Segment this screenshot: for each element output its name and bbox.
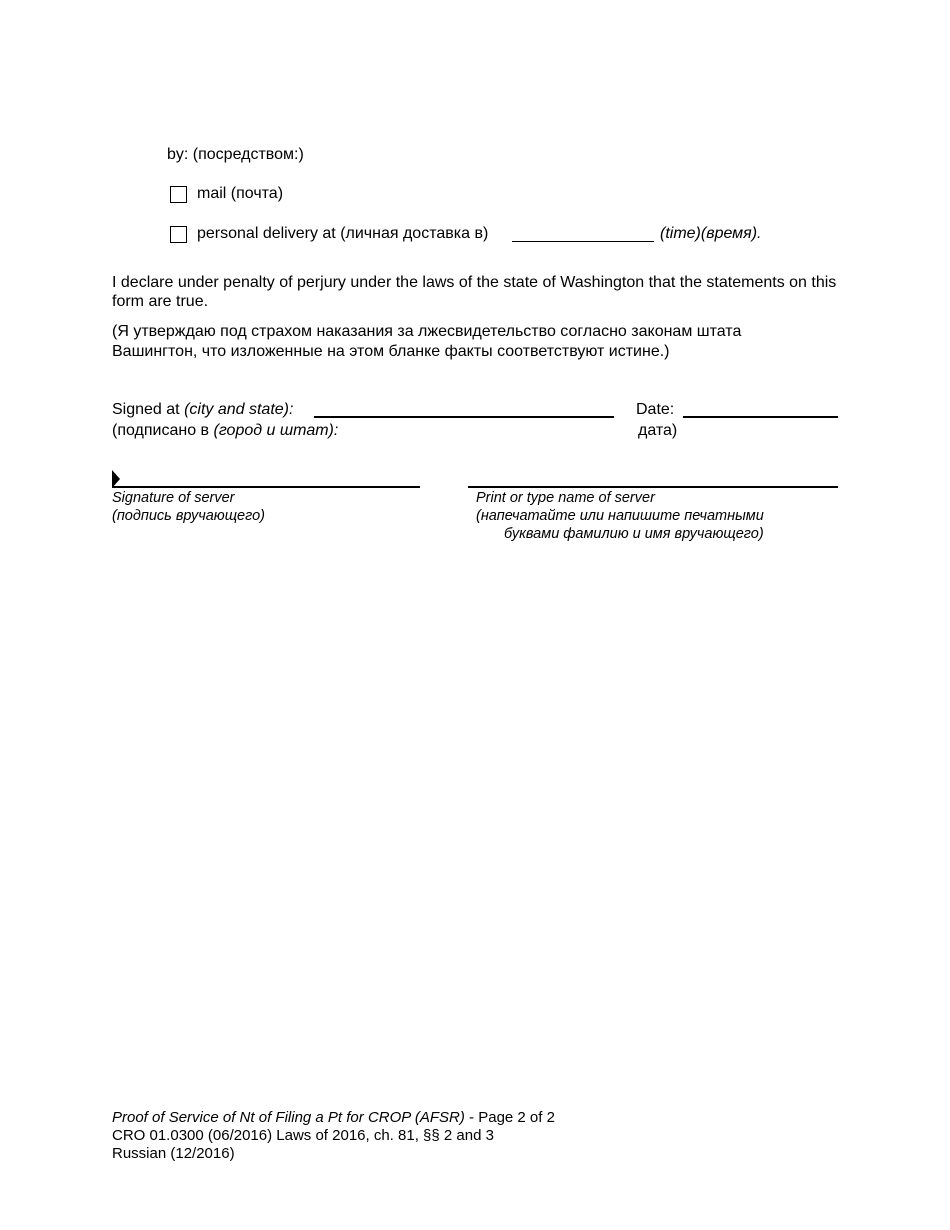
server-name-label-ru-2: буквами фамилию и имя вручающего) xyxy=(504,526,764,542)
signed-at-label-ru: (подписано в (город и штат): xyxy=(112,422,339,439)
personal-delivery-checkbox[interactable] xyxy=(170,226,187,243)
server-name-label-ru-1: (напечатайте или напишите печатными xyxy=(476,508,764,524)
mail-checkbox[interactable] xyxy=(170,186,187,203)
signature-field[interactable] xyxy=(112,486,420,488)
mail-label: mail (почта) xyxy=(197,185,284,202)
footer-language: Russian (12/2016) xyxy=(112,1145,235,1162)
server-name-label: Print or type name of server xyxy=(476,490,655,506)
declaration-russian: (Я утверждаю под страхом наказания за лжесвидетельство согласно законам штата Вашингтон, что изложенные на этом бланке факты соответствуют истине.) xyxy=(112,323,742,360)
declaration-english: I declare under penalty of perjury under the laws of the state of Washington that the statements on this form are true. xyxy=(112,274,837,310)
signed-at-label: Signed at (city and state): xyxy=(112,401,294,418)
time-label: (time)(время). xyxy=(660,225,762,242)
date-label-ru: дата) xyxy=(638,422,678,439)
date-label: Date: xyxy=(636,401,675,418)
by-label: by: (посредством:) xyxy=(167,146,304,163)
date-field[interactable] xyxy=(683,416,838,418)
server-name-field[interactable] xyxy=(468,486,838,488)
time-field[interactable] xyxy=(512,241,654,242)
city-state-field[interactable] xyxy=(314,416,614,418)
footer-form-number: CRO 01.0300 (06/2016) Laws of 2016, ch. 81, §§ 2 and 3 xyxy=(112,1127,494,1144)
footer-title: Proof of Service of Nt of Filing a Pt for CROP (AFSR) - Page 2 of 2 xyxy=(112,1109,555,1126)
personal-delivery-label: personal delivery at (личная доставка в) xyxy=(197,225,489,242)
signature-label: Signature of server xyxy=(112,490,235,506)
signature-label-ru: (подпись вручающего) xyxy=(112,508,265,524)
